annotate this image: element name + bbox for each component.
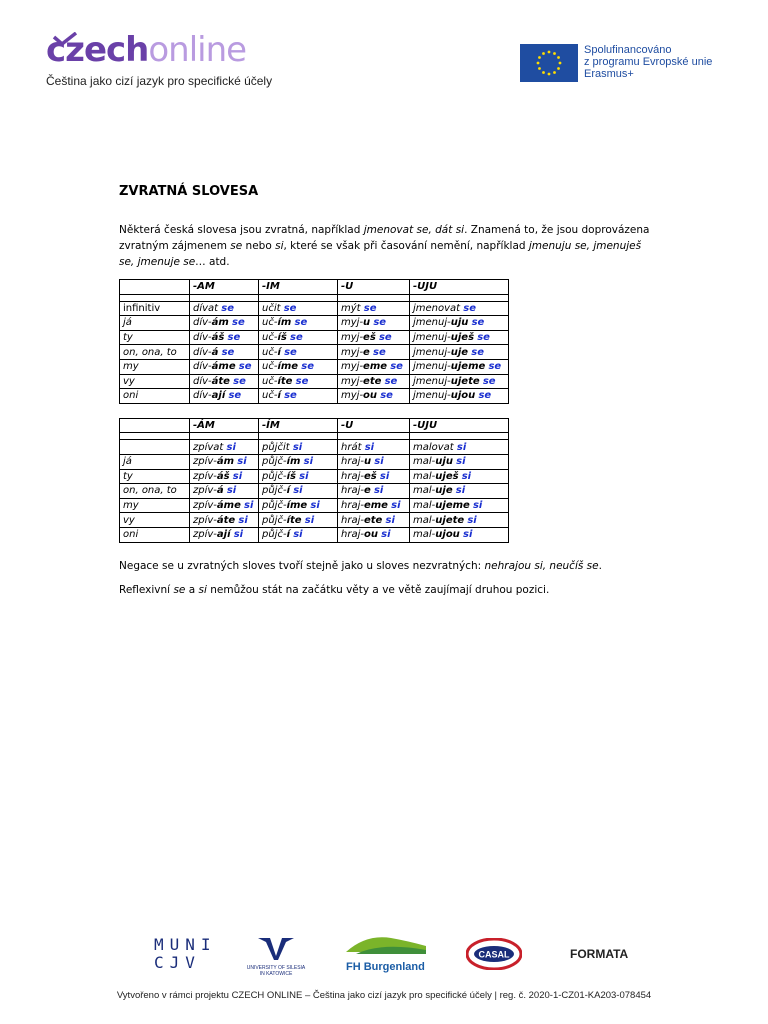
reflexive-pronoun: se — [295, 375, 309, 387]
reflexive-pronoun: si — [226, 441, 236, 453]
reflexive-pronoun: se — [238, 361, 252, 373]
verb-form-cell: zpív-ají si — [190, 527, 259, 542]
table-row — [120, 330, 509, 345]
column-header: -U — [338, 280, 410, 295]
spacer-cell — [410, 433, 509, 440]
verb-form-cell: dívat se — [190, 301, 259, 316]
reflexive-pronoun: se — [482, 375, 496, 387]
verb-form-cell: zpívat si — [190, 440, 259, 455]
reflexive-pronoun: si — [373, 485, 384, 497]
verb-form-cell: dív-á se — [190, 345, 259, 360]
casal-logo — [466, 938, 522, 970]
column-header: -AM — [190, 280, 259, 295]
reflexive-pronoun: se — [380, 390, 393, 402]
spacer-cell — [259, 433, 338, 440]
verb-form-cell: hraj-u si — [338, 454, 410, 469]
eu-line-2: z programu Evropské unie — [584, 56, 713, 68]
spacer-row — [120, 294, 509, 301]
eu-funding-badge — [520, 44, 712, 82]
reflexive-pronoun: se — [488, 361, 502, 373]
eu-funding-text — [584, 44, 712, 80]
column-header — [120, 418, 190, 433]
verb-form-cell: hrát si — [338, 440, 410, 455]
reflexive-pronoun: si — [292, 441, 303, 453]
eu-star-icon — [553, 52, 556, 55]
reflexive-pronoun: si — [310, 500, 320, 512]
eu-star-icon — [548, 51, 551, 54]
czechonline-logo — [46, 30, 272, 88]
reflexive-note: Reflexivní se a si nemůžou stát na začátku věty a ve větě zaujímají druhou pozici. — [119, 583, 550, 596]
reflexive-pronoun: si — [385, 514, 395, 526]
verb-form-cell: mal-uje si — [410, 484, 509, 499]
reflexive-pronoun: si — [237, 456, 247, 468]
fh-burgenland-logo: FH Burgenland — [346, 932, 430, 973]
table-row — [120, 389, 509, 404]
reflexive-pronoun: se — [378, 332, 392, 344]
reflexive-pronoun: se — [463, 302, 477, 314]
person-cell: ty — [120, 469, 190, 484]
reflexive-pronoun: si — [303, 456, 314, 468]
table-row — [120, 498, 509, 513]
person-cell: vy — [120, 374, 190, 389]
reflexive-pronoun: si — [472, 500, 483, 512]
person-cell: já — [120, 454, 190, 469]
reflexive-pronoun: se — [471, 346, 484, 358]
verb-form-cell: půjč-í si — [259, 527, 338, 542]
eu-star-icon — [537, 62, 540, 65]
spacer-cell — [190, 433, 259, 440]
muni-cjv-logo: MUNI CJV — [154, 935, 217, 972]
reflexive-pronoun: si — [299, 470, 309, 482]
verb-form-cell: jmenuj-uju se — [410, 316, 509, 331]
verb-form-cell: hraj-e si — [338, 484, 410, 499]
conjugation-table-se — [119, 279, 509, 404]
eu-star-icon — [538, 56, 541, 59]
eu-flag-icon — [520, 44, 578, 82]
reflexive-pronoun: se — [477, 332, 490, 344]
verb-form-cell: půjč-íte si — [259, 513, 338, 528]
verb-form-cell: půjč-íš si — [259, 469, 338, 484]
verb-form-cell: hraj-eme si — [338, 498, 410, 513]
reflexive-pronoun: se — [227, 332, 241, 344]
university-of-silesia-logo: UNIVERSITY OF SILESIA IN KATOWICE — [244, 934, 308, 977]
column-header: -ÁM — [190, 418, 259, 433]
eu-star-icon — [557, 56, 560, 59]
verb-form-cell: malovat si — [410, 440, 509, 455]
column-header: -U — [338, 418, 410, 433]
reflexive-pronoun: si — [463, 529, 473, 541]
reflexive-pronoun: se — [221, 302, 235, 314]
person-cell: on, ona, to — [120, 345, 190, 360]
svg-text:CASAL: CASAL — [478, 949, 510, 960]
reflexive-pronoun: se — [221, 346, 235, 358]
reflexive-pronoun: si — [293, 529, 303, 541]
logo-czech: czech — [46, 30, 149, 70]
eu-line-3: Erasmus+ — [584, 68, 634, 80]
verb-form-cell: hraj-ou si — [338, 527, 410, 542]
verb-form-cell: uč-í se — [259, 389, 338, 404]
reflexive-pronoun: si — [364, 441, 375, 453]
spacer-cell — [410, 294, 509, 301]
eu-star-icon — [559, 62, 562, 65]
eu-star-icon — [553, 71, 556, 74]
verb-form-cell: hraj-eš si — [338, 469, 410, 484]
verb-form-cell: dív-áme se — [190, 359, 259, 374]
spacer-cell — [190, 294, 259, 301]
verb-form-cell: dív-ají se — [190, 389, 259, 404]
eu-star-icon — [548, 73, 551, 76]
verb-form-cell: uč-ím se — [259, 316, 338, 331]
eu-line-1: Spolufinancováno — [584, 44, 672, 56]
reflexive-pronoun: si — [293, 485, 303, 497]
column-header: -UJU — [410, 418, 509, 433]
person-cell: infinitiv — [120, 301, 190, 316]
spacer-cell — [338, 294, 410, 301]
table-row — [120, 440, 509, 455]
main-content — [119, 184, 651, 597]
reflexive-pronoun: si — [379, 470, 390, 482]
verb-form-cell: mal-ujou si — [410, 527, 509, 542]
person-cell: já — [120, 316, 190, 331]
footer-text: Vytvořeno v rámci projektu CZECH ONLINE – Čeština jako cizí jazyk pro specifické účely | reg. č. 2020-1-CZ01-KA203-078454 — [116, 990, 652, 1001]
verb-form-cell: půjč-ím si — [259, 454, 338, 469]
reflexive-pronoun: si — [381, 529, 391, 541]
reflexive-pronoun: se — [363, 302, 377, 314]
verb-form-cell: jmenuj-ujete se — [410, 374, 509, 389]
verb-form-cell: půjč-íme si — [259, 498, 338, 513]
verb-form-cell: mýt se — [338, 301, 410, 316]
reflexive-pronoun: si — [456, 456, 466, 468]
person-cell: ty — [120, 330, 190, 345]
spacer-cell — [120, 433, 190, 440]
column-header — [120, 280, 190, 295]
verb-form-cell: zpív-áte si — [190, 513, 259, 528]
logo-wordmark — [46, 30, 272, 70]
verb-form-cell: jmenuj-ujou se — [410, 389, 509, 404]
reflexive-pronoun: si — [304, 514, 315, 526]
verb-form-cell: hraj-ete si — [338, 513, 410, 528]
table-row — [120, 359, 509, 374]
verb-form-cell: uč-íme se — [259, 359, 338, 374]
reflexive-pronoun: si — [391, 500, 401, 512]
table-row — [120, 345, 509, 360]
table-row — [120, 301, 509, 316]
reflexive-pronoun: se — [284, 346, 297, 358]
reflexive-pronoun: se — [373, 346, 386, 358]
person-cell: oni — [120, 527, 190, 542]
verb-form-cell: půjčit si — [259, 440, 338, 455]
reflexive-pronoun: si — [232, 470, 243, 482]
verb-form-cell: půjč-í si — [259, 484, 338, 499]
reflexive-pronoun: se — [390, 361, 403, 373]
conjugation-table-si — [119, 418, 509, 543]
verb-form-cell: myj-eme se — [338, 359, 410, 374]
verb-form-cell: zpív-áme si — [190, 498, 259, 513]
reflexive-pronoun: si — [456, 441, 467, 453]
verb-form-cell: mal-uješ si — [410, 469, 509, 484]
verb-form-cell: dív-áš se — [190, 330, 259, 345]
spacer-row — [120, 433, 509, 440]
verb-form-cell: myj-eš se — [338, 330, 410, 345]
verb-form-cell: zpív-áš si — [190, 469, 259, 484]
spacer-cell — [259, 294, 338, 301]
verb-form-cell: dív-ám se — [190, 316, 259, 331]
verb-form-cell: jmenovat se — [410, 301, 509, 316]
reflexive-pronoun: se — [283, 302, 297, 314]
reflexive-pronoun: se — [294, 317, 308, 329]
verb-form-cell: myj-u se — [338, 316, 410, 331]
verb-form-cell: jmenuj-ujeme se — [410, 359, 509, 374]
reflexive-pronoun: si — [238, 514, 248, 526]
verb-form-cell: myj-ete se — [338, 374, 410, 389]
reflexive-pronoun: se — [384, 375, 398, 387]
person-cell: oni — [120, 389, 190, 404]
eu-star-icon — [538, 67, 541, 70]
table-row — [120, 374, 509, 389]
reflexive-pronoun: se — [290, 332, 303, 344]
verb-form-cell: mal-ujete si — [410, 513, 509, 528]
reflexive-pronoun: se — [478, 390, 492, 402]
verb-form-cell: myj-ou se — [338, 389, 410, 404]
intro-paragraph: Některá česká slovesa jsou zvratná, například jmenovat se, dát si. Znamená to, že jsou doprovázena zvratným zájmenem se nebo si, které se však při časování nemění, například jmenuju se, jmenuješ se, jmenuje se… atd. — [119, 224, 650, 268]
negation-note: Negace se u zvratných sloves tvoří stejně jako u sloves nezvratných: nehrajou si, neučíš se. — [119, 559, 602, 572]
verb-form-cell: mal-ujeme si — [410, 498, 509, 513]
reflexive-pronoun: se — [373, 317, 387, 329]
column-header: -ÍM — [259, 418, 338, 433]
table-row — [120, 469, 509, 484]
reflexive-pronoun: si — [374, 456, 384, 468]
verb-form-cell: myj-e se — [338, 345, 410, 360]
table-row — [120, 527, 509, 542]
table-row — [120, 484, 509, 499]
reflexive-pronoun: si — [233, 529, 244, 541]
person-cell — [120, 440, 190, 455]
verb-form-cell: uč-íš se — [259, 330, 338, 345]
verb-form-cell: uč-íte se — [259, 374, 338, 389]
verb-form-cell: uč-í se — [259, 345, 338, 360]
verb-form-cell: zpív-á si — [190, 484, 259, 499]
table-row — [120, 316, 509, 331]
reflexive-pronoun: se — [471, 317, 485, 329]
logo-tagline: Čeština jako cizí jazyk pro specifické účely — [46, 74, 273, 88]
eu-star-icon — [557, 67, 560, 70]
logo-online: online — [148, 30, 247, 70]
verb-form-cell: zpív-ám si — [190, 454, 259, 469]
spacer-cell — [120, 294, 190, 301]
reflexive-pronoun: se — [301, 361, 315, 373]
column-header: -IM — [259, 280, 338, 295]
reflexive-pronoun: si — [244, 500, 254, 512]
reflexive-pronoun: si — [226, 485, 237, 497]
person-cell: my — [120, 359, 190, 374]
page-title: ZVRATNÁ SLOVESA — [119, 184, 259, 199]
reflexive-pronoun: se — [233, 375, 246, 387]
table-row — [120, 454, 509, 469]
reflexive-pronoun: se — [232, 317, 245, 329]
person-cell: my — [120, 498, 190, 513]
reflexive-pronoun: se — [228, 390, 242, 402]
silesia-emblem-icon — [256, 934, 296, 960]
verb-form-cell: jmenuj-uješ se — [410, 330, 509, 345]
reflexive-pronoun: se — [284, 390, 297, 402]
table-header-row — [120, 280, 509, 295]
fh-hill-icon — [346, 932, 426, 958]
verb-form-cell: učit se — [259, 301, 338, 316]
table-header-row — [120, 418, 509, 433]
eu-star-icon — [542, 52, 545, 55]
spacer-cell — [338, 433, 410, 440]
reflexive-pronoun: si — [467, 514, 477, 526]
formata-logo: FORMATA — [570, 947, 629, 961]
eu-star-icon — [542, 71, 545, 74]
person-cell: vy — [120, 513, 190, 528]
column-header: -UJU — [410, 280, 509, 295]
verb-form-cell: dív-áte se — [190, 374, 259, 389]
checkmark-icon — [52, 32, 78, 46]
partner-logos — [0, 930, 768, 980]
reflexive-pronoun: si — [461, 470, 472, 482]
person-cell: on, ona, to — [120, 484, 190, 499]
verb-form-cell: mal-uju si — [410, 454, 509, 469]
verb-form-cell: jmenuj-uje se — [410, 345, 509, 360]
reflexive-pronoun: si — [455, 485, 466, 497]
table-row — [120, 513, 509, 528]
